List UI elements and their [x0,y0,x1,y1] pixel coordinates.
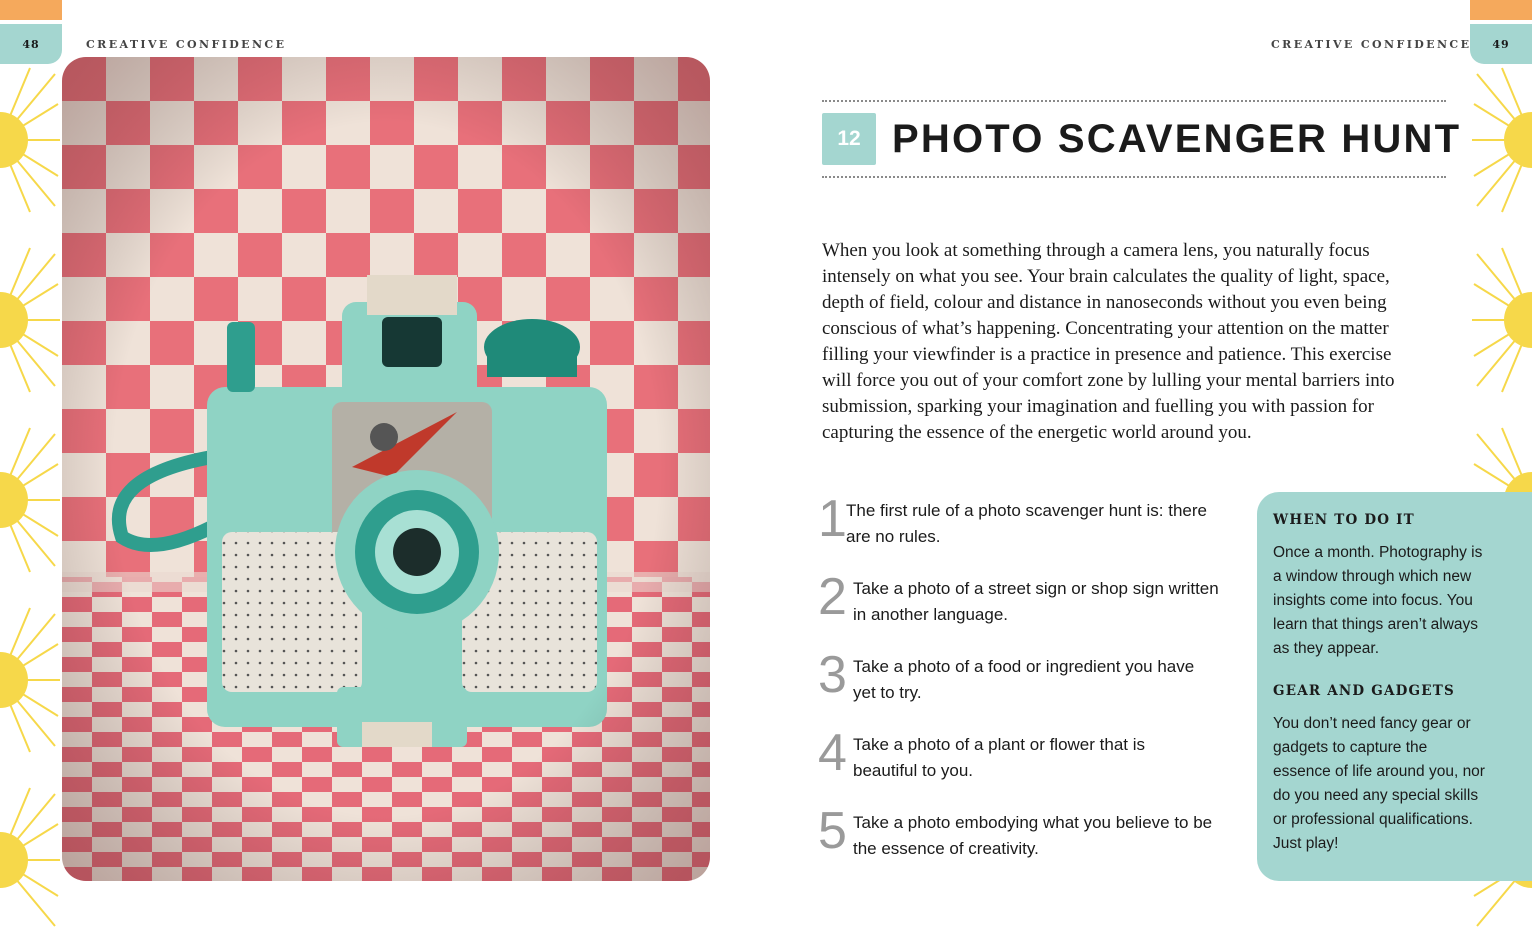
sun-icon [1472,68,1532,212]
step-number: 4 [818,724,847,782]
step-number: 5 [818,802,847,860]
tips-sidebox [1257,492,1532,881]
step-item [818,724,1228,788]
step-item [818,490,1228,554]
sun-icon [1472,248,1532,392]
step-text: Take a photo embodying what you believe to be the essence of creativity. [853,813,1213,858]
gear-text: You don’t need fancy gear or gadgets to capture the essence of life around you, nor do you need any special skills or professional qualifications. Just play! [1273,715,1485,852]
sun-icon [0,68,60,212]
gear-heading: GEAR AND GADGETS [1273,683,1455,699]
step-item [818,646,1228,710]
left-page-tab-accent [0,0,62,20]
sun-icon [0,788,60,926]
right-page-number-tab [1470,24,1532,64]
step-number: 3 [818,646,847,704]
sun-pattern-left [0,64,62,936]
when-heading: WHEN TO DO IT [1273,512,1415,528]
camera-icon [62,57,710,881]
intro-paragraph: When you look at something through a camera lens, you naturally focus intensely on what you see. Your brain calculates the quality of light, space, depth of field, colour and distance in nanoseconds without you even being conscious of what’s happening. Concentrating your attention on the matter filling your viewfinder is a practice in presence and patience. This exercise will force you out of your comfort zone by lulling your mental barriers into submission, sparking your imagination and fuelling you with passion for capturing the essence of the energetic world around you. [822,240,1395,443]
step-text: The first rule of a photo scavenger hunt is: there are no rules. [846,501,1207,546]
when-text: Once a month. Photography is a window through which new insights come into focus. You learn that things aren’t always as they appear. [1273,544,1483,657]
sun-icon [0,248,60,392]
step-text: Take a photo of a street sign or shop sign written in another language. [853,579,1219,624]
title-rule-bottom [822,176,1446,178]
right-running-head: CREATIVE CONFIDENCE [1271,38,1472,51]
sun-icon [0,608,60,752]
sun-icon [0,428,60,572]
left-page-number-tab [0,24,62,64]
step-number: 1 [818,490,847,548]
step-item [818,802,1228,866]
title-rule-top [822,100,1446,102]
step-text: Take a photo of a plant or flower that is beautiful to you. [853,735,1146,780]
page-title: PHOTO SCAVENGER HUNT [892,117,1462,161]
step-text: Take a photo of a food or ingredient you have yet to try. [853,657,1195,702]
left-running-head: CREATIVE CONFIDENCE [86,38,287,51]
step-number: 2 [818,568,847,626]
right-page-tab-accent [1470,0,1532,20]
right-page-number: 49 [1492,37,1510,51]
camera-photo [62,57,710,881]
step-item [818,568,1228,632]
left-page-number: 48 [22,37,40,51]
exercise-number-badge: 12 [822,113,876,165]
